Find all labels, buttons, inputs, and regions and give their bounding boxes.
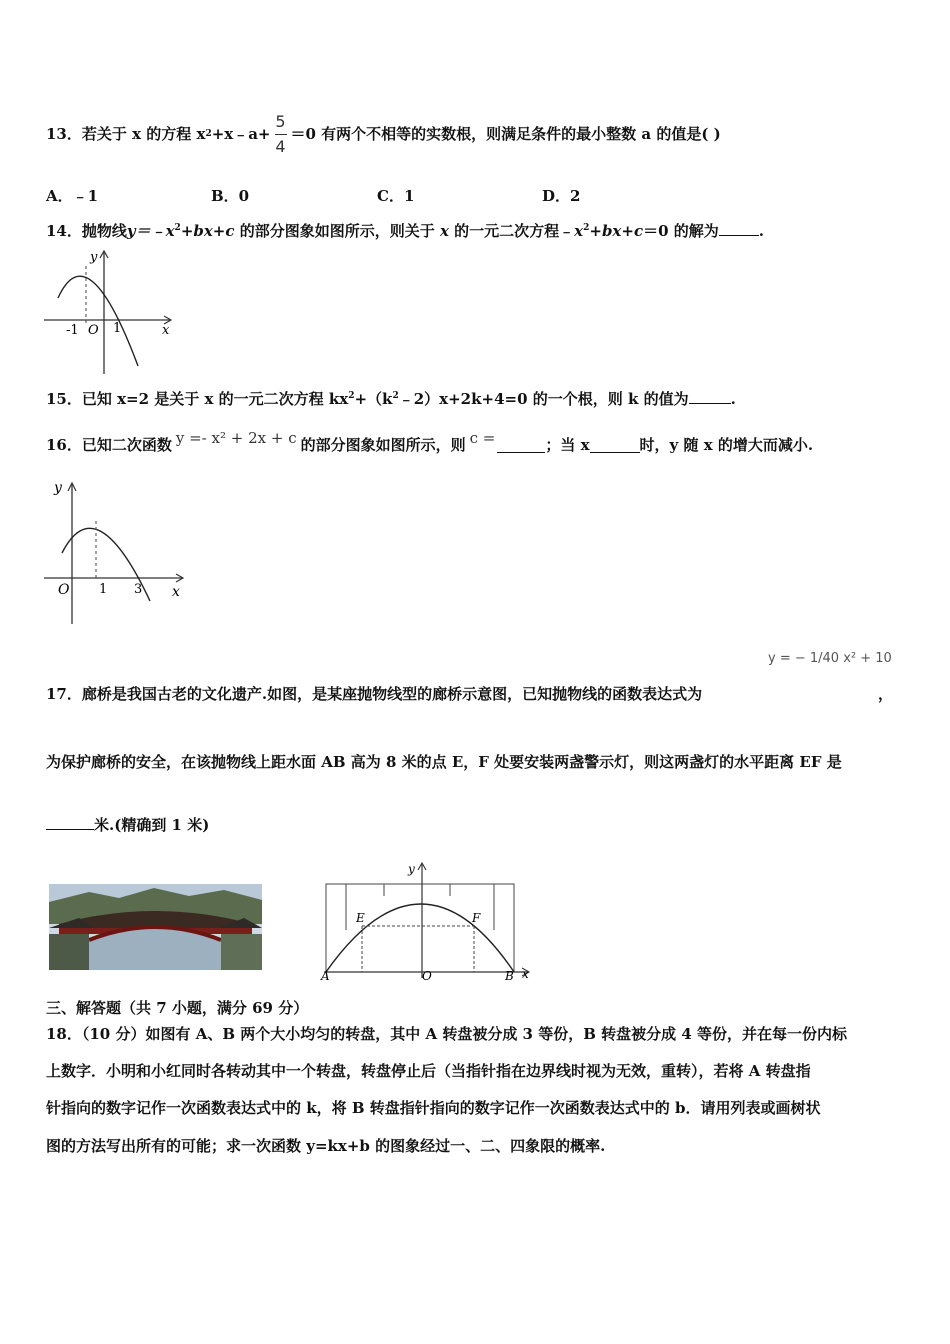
fraction-5-over-4: $\frac{5}{4}$ (275, 111, 286, 156)
tick-3: 3 (134, 582, 143, 597)
tick-1: 1 (113, 321, 122, 336)
tick-minus-1: -1 (66, 323, 79, 338)
c-equals: c = (469, 429, 496, 447)
y-label: y (54, 480, 62, 496)
parabola-figure-16 (40, 476, 190, 626)
arch-curve (326, 904, 514, 972)
x-label: x (522, 967, 529, 981)
question-17-line2: 为保护廊桥的安全，在该抛物线上距水面 AB 高为 8 米的点 E，F 处要安装两盏警示灯，则这两盏灯的水平距离 EF 是 (46, 753, 842, 771)
point-a-label: A (321, 969, 330, 982)
question-17-line3: 米.(精确到 1 米) (46, 815, 209, 835)
question-14: 14．抛物线$y=﹣x^2+bx+c$ 的部分图象如图所示，则关于 x 的一元二次方程$﹣x^2+bx+c=0$ 的解为 . (46, 222, 764, 240)
y-label: y (408, 862, 415, 876)
parabola-curve (58, 276, 138, 366)
answer-blank (689, 389, 731, 404)
point-b-label: B (505, 969, 514, 982)
tick-1: 1 (99, 582, 108, 597)
answer-blank (719, 221, 759, 236)
question-16: 16．已知二次函数 y =- x² + 2x + c 的部分图象如图所示，则 c = ；当 x 时，y 随 x 的增大而减小. (46, 429, 814, 454)
answer-blank-c (497, 438, 545, 453)
y-label: y (90, 250, 98, 265)
option-d: D．2 (542, 187, 581, 205)
point-e-label: E (356, 911, 365, 925)
question-18-line3: 针指向的数字记作一次函数表达式中的 k，将 B 转盘指针指向的数字记作一次函数表达式中的 b．请用列表或画树状 (46, 1099, 821, 1117)
function-expression: y =- x² + 2x + c (175, 429, 297, 447)
x-label: x (162, 323, 170, 338)
x-label: x (172, 584, 180, 600)
answer-blank (46, 815, 94, 830)
origin-label: O (58, 582, 70, 598)
option-b: B．0 (211, 187, 250, 205)
question-18-line2: 上数字．小明和小红同时各转动其中一个转盘，转盘停止后（当指针指在边界线时视为无效，重转），若将 A 转盘指 (46, 1062, 811, 1080)
parabola-formula: y = − 1/40 x² + 10 (768, 651, 892, 666)
option-c: C．1 (377, 187, 415, 205)
section-heading: 三、解答题（共 7 小题，满分 69 分） (46, 999, 309, 1017)
origin-label: O (88, 323, 99, 338)
origin-label: O (422, 969, 432, 982)
question-15: 15．已知 x=2 是关于 x 的一元二次方程 $kx^2+(k^2﹣2)x+2k+4=0$ 的一个根，则 k 的值为 . (46, 390, 736, 408)
question-18-line1: 18．（10 分）如图有 A、B 两个大小均匀的转盘，其中 A 转盘被分成 3 等份，B 转盘被分成 4 等份，并在每一份内标 (46, 1025, 847, 1043)
option-a: A．﹣1 (46, 187, 99, 205)
question-18-line4: 图的方法写出所有的可能；求一次函数 y=kx+b 的图象经过一、二、四象限的概率. (46, 1137, 606, 1155)
question-17-line1: 17．廊桥是我国古老的文化遗产.如图，是某座抛物线型的廊桥示意图，已知抛物线的函数表达式为 (46, 685, 703, 703)
question-17-comma: ， (878, 685, 894, 703)
answer-blank-x (590, 438, 640, 453)
bridge-photo (49, 884, 262, 970)
question-13: 13．若关于 x 的方程 x 2 +x﹣a+ $\frac{5}{4}$ ＝0 有两个不相等的实数根，则满足条件的最小整数 a 的值是( ) (46, 111, 721, 156)
point-f-label: F (472, 911, 481, 925)
bridge-diagram (316, 860, 538, 982)
parabola-figure-14 (40, 246, 180, 378)
